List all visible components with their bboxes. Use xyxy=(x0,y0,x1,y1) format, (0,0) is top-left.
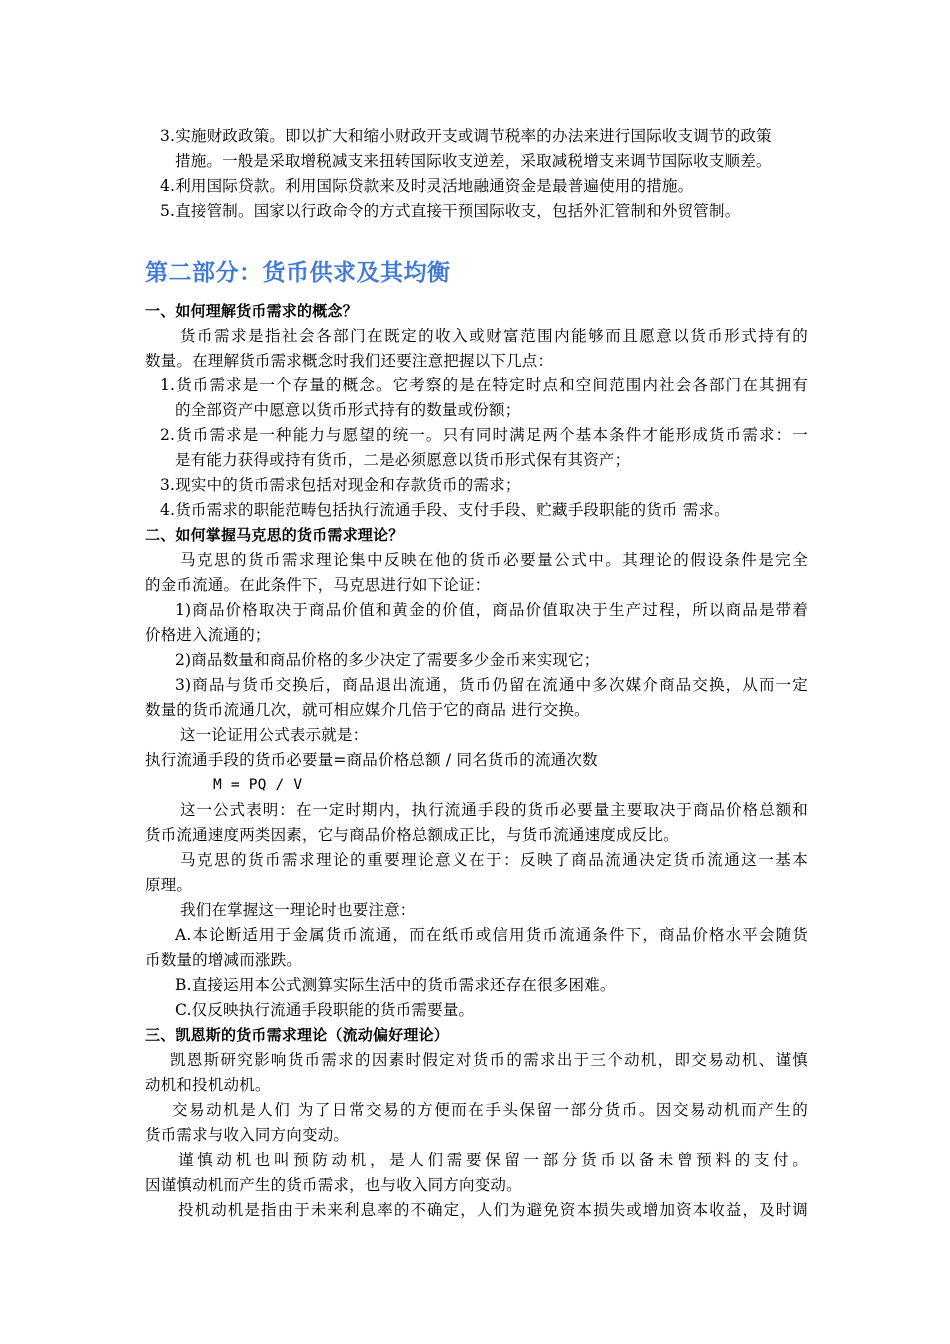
q2-line: 这一公式表明：在一定时期内，执行流通手段的货币必要量主要取决于商品价格总额和 xyxy=(180,801,808,819)
q2-line: 货币流通速度两类因素，它与商品价格总额成正比，与货币流通速度成反比。 xyxy=(145,826,679,844)
q3-line: 交易动机是人们 为了日常交易的方便而在手头保留一部分货币。因交易动机而产生的 xyxy=(172,1101,808,1119)
list-item-5: 5.直接管制。国家以行政命令的方式直接干预国际收支，包括外汇管制和外贸管制。 xyxy=(160,202,741,220)
list-item-3: 3.实施财政政策。即以扩大和缩小财政开支或调节税率的办法来进行国际收支调节的政策 xyxy=(160,127,772,145)
q2-line: 马克思的货币需求理论集中反映在他的货币必要量公式中。其理论的假设条件是完全 xyxy=(180,551,808,569)
q1-item: 3.现实中的货币需求包括对现金和存款货币的需求； xyxy=(160,476,521,494)
q2-note: B.直接运用本公式测算实际生活中的货币需求还存在很多困难。 xyxy=(175,976,616,994)
q3-line: 因谨慎动机而产生的货币需求，也与收入同方向变动。 xyxy=(145,1176,522,1194)
q2-heading: 二、如何掌握马克思的货币需求理论？ xyxy=(145,526,404,544)
q2-line: 的金币流通。在此条件下，马克思进行如下论证： xyxy=(145,576,491,594)
formula-text: 执行流通手段的货币必要量=商品价格总额 / 同名货币的流通次数 xyxy=(145,751,598,769)
list-item-3-cont: 措施。一般是采取增税减支来扭转国际收支逆差，采取减税增支来调节国际收支顺差。 xyxy=(175,152,772,170)
q1-item: 4.货币需求的职能范畴包括执行流通手段、支付手段、贮藏手段职能的货币 需求。 xyxy=(160,501,730,519)
q2-note-cont: 币数量的增减而涨跌。 xyxy=(145,951,303,969)
q3-line: 动机和投机动机。 xyxy=(145,1076,271,1094)
q2-line: 这一论证用公式表示就是： xyxy=(180,726,369,744)
q1-item: 1.货币需求是一个存量的概念。它考察的是在特定时点和空间范围内社会各部门在其拥有 xyxy=(160,376,808,394)
q2-line: 1)商品价格取决于商品价值和黄金的价值，商品价值取决于生产过程，所以商品是带着 xyxy=(175,601,808,619)
q3-line: 货币需求与收入同方向变动。 xyxy=(145,1126,350,1144)
q3-line: 投机动机是指由于未来利息率的不确定，人们为避免资本损失或增加资本收益，及时调 xyxy=(178,1201,808,1219)
q2-line: 价格进入流通的； xyxy=(145,626,271,644)
q1-para-line: 货币需求是指社会各部门在既定的收入或财富范围内能够而且愿意以货币形式持有的 xyxy=(180,327,808,345)
q2-note: A.本论断适用于金属货币流通，而在纸币或信用货币流通条件下，商品价格水平会随货 xyxy=(175,926,808,944)
q1-item-cont: 是有能力获得或持有货币，二是必须愿意以货币形式保有其资产； xyxy=(175,451,631,469)
q2-line: 2)商品数量和商品价格的多少决定了需要多少金币来实现它； xyxy=(175,651,600,669)
q1-item: 2.货币需求是一种能力与愿望的统一。只有同时满足两个基本条件才能形成货币需求：一 xyxy=(160,426,808,444)
q3-line: 凯恩斯研究影响货币需求的因素时假定对货币的需求出于三个动机，即交易动机、谨慎 xyxy=(170,1051,808,1069)
q3-line: 谨慎动机也叫预防动机，是人们需要保留一部分货币以备未曾预料的支付。 xyxy=(178,1151,808,1169)
list-item-4: 4.利用国际贷款。利用国际贷款来及时灵活地融通资金是最普遍使用的措施。 xyxy=(160,177,694,195)
formula: M = PQ / V xyxy=(213,777,303,793)
q2-line: 3)商品与货币交换后，商品退出流通，货币仍留在流通中多次媒介商品交换，从而一定 xyxy=(175,676,808,694)
section-title: 第二部分：货币供求及其均衡 xyxy=(145,260,451,286)
q1-heading: 一、如何理解货币需求的概念？ xyxy=(145,302,358,320)
q2-line: 原理。 xyxy=(145,876,193,894)
q1-para-line: 数量。在理解货币需求概念时我们还要注意把握以下几点： xyxy=(145,352,554,370)
q1-item-cont: 的全部资产中愿意以货币形式持有的数量或份额； xyxy=(175,401,521,419)
q2-note: C.仅反映执行流通手段职能的货币需要量。 xyxy=(175,1001,475,1019)
q2-line: 数量的货币流通几次，就可相应媒介几倍于它的商品 进行交换。 xyxy=(145,701,590,719)
q2-line: 我们在掌握这一理论时也要注意： xyxy=(180,901,416,919)
q2-line: 马克思的货币需求理论的重要理论意义在于：反映了商品流通决定货币流通这一基本 xyxy=(180,851,808,869)
q3-heading: 三、凯恩斯的货币需求理论（流动偏好理论） xyxy=(145,1026,450,1044)
